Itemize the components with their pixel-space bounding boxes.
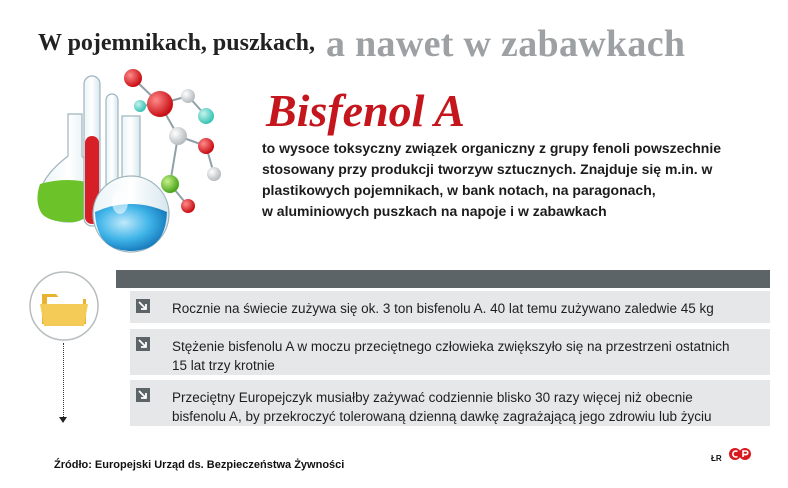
flask-icon bbox=[28, 56, 228, 256]
fact-item bbox=[130, 291, 770, 323]
page-title: Bisfenol A bbox=[266, 85, 465, 136]
fact-item bbox=[130, 380, 770, 426]
fact-text-line: 15 lat trzy krotnie bbox=[172, 358, 275, 373]
fact-text-line: bisfenolu A, by przekroczyć tolerowaną dzienną dawkę zagrażającą jego zdrowiu lub życiu bbox=[172, 409, 712, 424]
fact-text-block bbox=[172, 337, 758, 375]
headline-part-1: W pojemnikach, puszkach, bbox=[38, 30, 315, 56]
arrow-bullet-icon bbox=[136, 388, 150, 402]
author-credit: ŁR bbox=[711, 454, 722, 463]
timeline-arrow-icon bbox=[59, 417, 67, 423]
description-line-1: to wysoce toksyczny związek organiczny z grupy fenoli powszechnie bbox=[262, 140, 722, 156]
folder-icon bbox=[28, 270, 100, 342]
arrow-bullet-icon bbox=[136, 299, 150, 313]
description-line-4: w aluminiowych puszkach na napoje i w zabawkach bbox=[262, 203, 607, 219]
fact-text-line: Stężenie bisfenolu A w moczu przeciętnego człowieka zwiększyło się na przestrzeni ostatnich bbox=[172, 339, 730, 354]
section-header-bar bbox=[116, 270, 770, 288]
publisher-logo-icon bbox=[728, 447, 752, 461]
fact-item bbox=[130, 329, 770, 375]
fact-text-line: Przeciętny Europejczyk musiałby zażywać codziennie blisko 30 razy więcej niż obecnie bbox=[172, 390, 693, 405]
description-line-2: stosowany przy produkcji tworzyw sztucznych. Znajduje się m.in. w bbox=[262, 161, 713, 177]
description-line-3: plastikowych pojemnikach, w bank notach, na paragonach, bbox=[262, 182, 656, 198]
arrow-bullet-icon bbox=[136, 337, 150, 351]
source-note: Źródło: Europejski Urząd ds. Bezpieczeństwa Żywności bbox=[54, 459, 345, 471]
timeline-line bbox=[63, 343, 64, 421]
fact-text-line: Rocznie na świecie zużywa się ok. 3 ton bisfenolu A. 40 lat temu zużywano zaledwie 45 kg bbox=[172, 301, 714, 316]
headline-part-2: a nawet w zabawkach bbox=[326, 23, 686, 65]
fact-text-block bbox=[172, 388, 758, 426]
